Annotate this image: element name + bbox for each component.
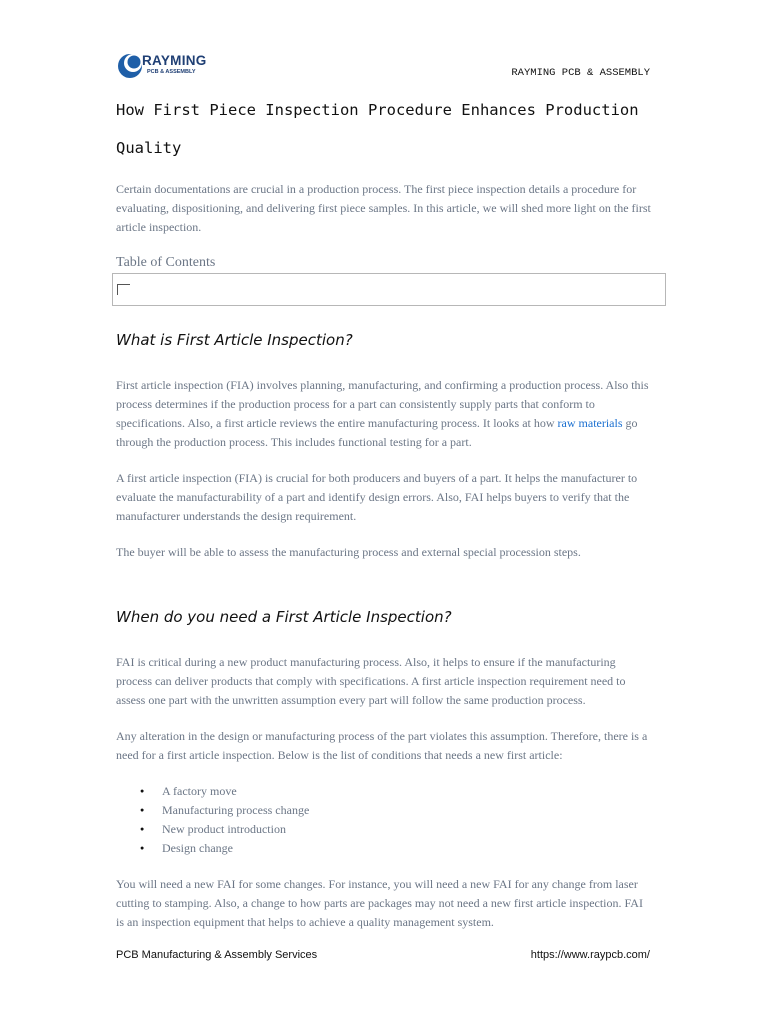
list-item: ● Design change: [116, 839, 309, 858]
toc-box: [112, 273, 666, 306]
fai-paragraph-1-text-a: First article inspection (FIA) involves planning, manufacturing, and confirming a production process. Also this process determines if the production process for a part can consistently supply parts that conform to specifications. Also, a first article reviews the entire manufacturing process. It looks at how: [116, 378, 649, 430]
rayming-logo: [116, 49, 216, 81]
logo-subtitle: PCB & ASSEMBLY: [147, 69, 196, 75]
intro-paragraph: Certain documentations are crucial in a production process. The first piece inspection details a procedure for evaluating, dispositioning, and delivering first piece samples. In this article, we will shed more light on the first article inspection.: [116, 182, 651, 234]
footer-url[interactable]: https://www.raypcb.com/: [530, 949, 650, 961]
footer-left-text: PCB Manufacturing & Assembly Services: [116, 949, 318, 961]
toc-label: Table of Contents: [116, 255, 216, 270]
when-paragraph-2: Any alteration in the design or manufacturing process of the part violates this assumption. Therefore, there is a need for a first article inspection. Below is the list of conditions that needs a new first article:: [116, 729, 648, 762]
list-item: ● New product introduction: [116, 820, 309, 839]
page-title: How First Piece Inspection Procedure Enhances Production Quality: [116, 101, 639, 157]
toc-toggle-icon[interactable]: [117, 284, 130, 295]
fai-paragraph-1-text-b: go through the production process. This includes functional testing for a part.: [116, 416, 638, 449]
fai-paragraph-3: The buyer will be able to assess the manufacturing process and external special procession steps.: [116, 545, 581, 559]
raw-materials-link[interactable]: raw materials: [557, 416, 623, 430]
when-paragraph-1: FAI is critical during a new product manufacturing process. Also, it helps to ensure if the manufacturing process can deliver products that comply with specifications. A first article inspection requirement need to assess one part with the unwritten assumption every part will follow the same production process.: [116, 655, 626, 707]
conditions-list: [116, 782, 309, 858]
fai-paragraph-2: A first article inspection (FIA) is crucial for both producers and buyers of a part. It helps the manufacturer to evaluate the manufacturability of a part and identify design errors. Also, FAI helps buyers to verify that the manufacturer understands the design requirement.: [116, 471, 638, 523]
logo-name: RAYMING: [142, 53, 207, 68]
list-item: ● A factory move: [116, 782, 309, 801]
when-paragraph-3: You will need a new FAI for some changes. For instance, you will need a new FAI for any change from laser cutting to stamping. Also, a change to how parts are packages may not need a new first article inspection. FAI is an inspection equipment that helps to achieve a quality management system.: [116, 877, 643, 929]
section-heading-what-is-fai: What is First Article Inspection?: [116, 331, 353, 349]
section-heading-when-needed: When do you need a First Article Inspection?: [116, 608, 452, 626]
list-item: ● Manufacturing process change: [116, 801, 309, 820]
header-company: RAYMING PCB & ASSEMBLY: [511, 67, 650, 79]
fai-paragraph-1: [116, 376, 652, 452]
